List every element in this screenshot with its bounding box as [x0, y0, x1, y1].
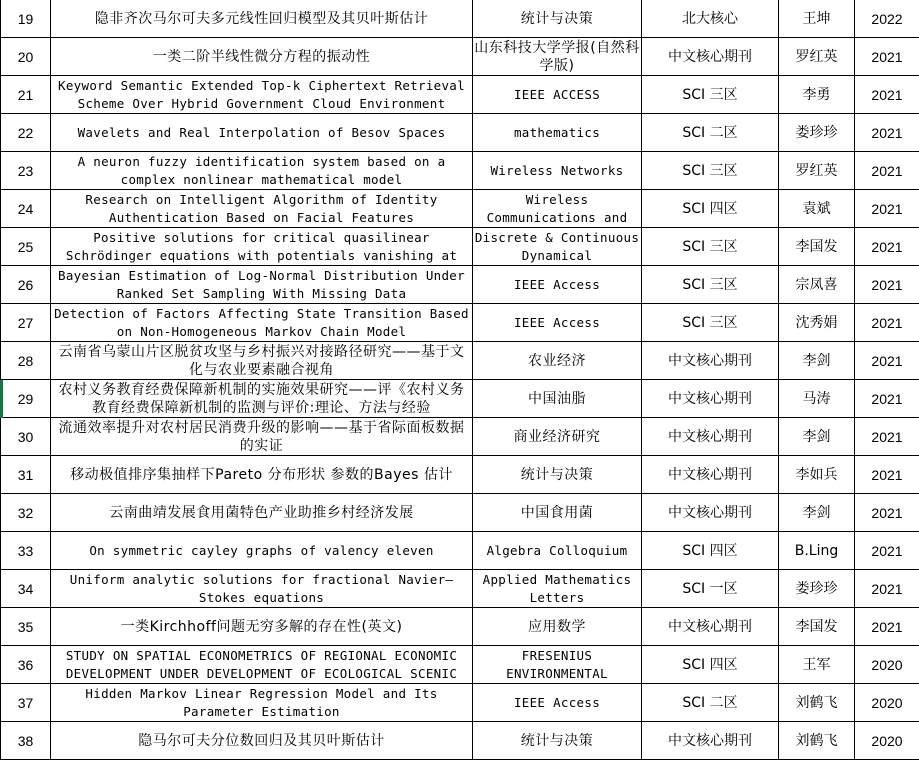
cell-index-level[interactable]	[642, 0, 779, 38]
cell-author-text: 娄珍珍	[795, 124, 838, 141]
cell-number-text: 21	[17, 86, 34, 103]
cell-title[interactable]	[51, 608, 473, 646]
cell-year-text: 2021	[871, 200, 903, 217]
cell-journal-text: Wireless Communications and	[486, 191, 628, 225]
cell-title-text: 移动极值排序集抽样下Pareto 分布形状 参数的Bayes 估计	[70, 466, 453, 483]
cell-journal[interactable]	[473, 266, 642, 304]
table-row	[1, 532, 919, 570]
cell-number-text: 33	[17, 542, 34, 559]
cell-title[interactable]	[51, 418, 473, 456]
cell-author-text: 袁斌	[802, 200, 831, 217]
cell-journal-text: IEEE ACCESS	[513, 86, 601, 102]
cell-number[interactable]	[1, 570, 51, 608]
cell-title[interactable]	[51, 570, 473, 608]
cell-year[interactable]	[855, 152, 919, 190]
cell-title[interactable]	[51, 380, 473, 418]
cell-journal[interactable]	[473, 76, 642, 114]
cell-index-level[interactable]	[642, 342, 779, 380]
cell-number-text: 37	[17, 694, 34, 711]
cell-journal-text: Algebra Colloquium	[486, 542, 628, 558]
cell-title-text: On symmetric cayley graphs of valency eleven	[89, 542, 434, 558]
table-row	[1, 114, 919, 152]
cell-year[interactable]	[855, 608, 919, 646]
cell-index-level[interactable]	[642, 532, 779, 570]
table-row	[1, 304, 919, 342]
cell-author[interactable]	[779, 684, 855, 722]
cell-index-level-text: SCI 四区	[682, 542, 738, 559]
cell-journal-text: 商业经济研究	[513, 428, 601, 445]
cell-number[interactable]	[1, 114, 51, 152]
cell-index-level[interactable]	[642, 38, 779, 76]
cell-title-text: Keyword Semantic Extended Top-k Ciphertext Retrieval Scheme Over Hybrid Government Cloud Environment	[58, 77, 465, 111]
cell-author[interactable]	[779, 38, 855, 76]
table-row	[1, 494, 919, 532]
cell-number[interactable]	[1, 608, 51, 646]
table-row	[1, 456, 919, 494]
cell-index-level[interactable]	[642, 76, 779, 114]
cell-author-text: 李剑	[802, 352, 831, 369]
table-row	[1, 418, 919, 456]
cell-index-level-text: SCI 二区	[682, 124, 738, 141]
cell-year-text: 2021	[871, 542, 903, 559]
cell-index-level-text: SCI 四区	[682, 200, 738, 217]
cell-author[interactable]	[779, 532, 855, 570]
cell-number[interactable]	[1, 152, 51, 190]
cell-title[interactable]	[51, 532, 473, 570]
cell-year[interactable]	[855, 342, 919, 380]
cell-author-text: 罗红英	[795, 48, 838, 65]
cell-author[interactable]	[779, 228, 855, 266]
table-row	[1, 646, 919, 684]
cell-title-text: 云南曲靖发展食用菌特色产业助推乡村经济发展	[109, 504, 414, 521]
cell-author-text: B.Ling	[794, 542, 839, 559]
cell-year[interactable]	[855, 0, 919, 38]
cell-author[interactable]	[779, 114, 855, 152]
cell-journal-text: 应用数学	[528, 618, 586, 635]
cell-index-level[interactable]	[642, 380, 779, 418]
cell-year[interactable]	[855, 684, 919, 722]
cell-author[interactable]	[779, 342, 855, 380]
cell-journal-text: FRESENIUS ENVIRONMENTAL	[506, 647, 608, 681]
cell-journal[interactable]	[473, 418, 642, 456]
table-row	[1, 38, 919, 76]
cell-year[interactable]	[855, 266, 919, 304]
cell-number-text: 26	[17, 276, 34, 293]
cell-year[interactable]	[855, 190, 919, 228]
cell-number-text: 38	[17, 732, 34, 749]
cell-year-text: 2020	[871, 656, 903, 673]
cell-journal[interactable]	[473, 684, 642, 722]
cell-number[interactable]	[1, 380, 51, 418]
cell-author-text: 王坤	[802, 10, 831, 27]
cell-number-text: 28	[17, 352, 34, 369]
cell-title[interactable]	[51, 0, 473, 38]
cell-author[interactable]	[779, 380, 855, 418]
cell-year[interactable]	[855, 456, 919, 494]
cell-title-text: A neuron fuzzy identification system based on a complex nonlinear mathematical model	[77, 153, 446, 187]
cell-number[interactable]	[1, 342, 51, 380]
cell-journal[interactable]	[473, 304, 642, 342]
cell-year-text: 2021	[871, 428, 903, 445]
cell-index-level-text: 中文核心期刊	[668, 618, 752, 635]
cell-year[interactable]	[855, 380, 919, 418]
cell-title[interactable]	[51, 76, 473, 114]
table-row	[1, 342, 919, 380]
cell-year-text: 2021	[871, 504, 903, 521]
cell-index-level[interactable]	[642, 646, 779, 684]
table-row	[1, 0, 919, 38]
cell-index-level[interactable]	[642, 456, 779, 494]
cell-index-level-text: 中文核心期刊	[668, 466, 752, 483]
cell-year[interactable]	[855, 722, 919, 760]
cell-journal[interactable]	[473, 38, 642, 76]
cell-year-text: 2021	[871, 124, 903, 141]
cell-title[interactable]	[51, 38, 473, 76]
cell-journal[interactable]	[473, 532, 642, 570]
cell-number-text: 25	[17, 238, 34, 255]
cell-journal-text: Discrete & Continuous Dynamical	[474, 229, 640, 263]
cell-index-level[interactable]	[642, 608, 779, 646]
cell-year-text: 2021	[871, 390, 903, 407]
cell-title[interactable]	[51, 342, 473, 380]
cell-author[interactable]	[779, 418, 855, 456]
cell-title-text: Wavelets and Real Interpolation of Besov Spaces	[77, 124, 446, 140]
cell-number[interactable]	[1, 0, 51, 38]
cell-number[interactable]	[1, 684, 51, 722]
cell-title-text: Research on Intelligent Algorithm of Identity Authentication Based on Facial Features	[85, 191, 438, 225]
cell-journal-text: IEEE Access	[513, 314, 601, 330]
cell-number-text: 35	[17, 618, 34, 635]
cell-author[interactable]	[779, 494, 855, 532]
cell-number[interactable]	[1, 76, 51, 114]
cell-year-text: 2020	[871, 694, 903, 711]
cell-journal-text: IEEE Access	[513, 694, 601, 710]
cell-year-text: 2021	[871, 466, 903, 483]
cell-number[interactable]	[1, 456, 51, 494]
cell-index-level[interactable]	[642, 152, 779, 190]
cell-index-level-text: SCI 三区	[682, 314, 738, 331]
cell-index-level-text: 中文核心期刊	[668, 48, 752, 65]
cell-number-text: 34	[17, 580, 34, 597]
table-row	[1, 722, 919, 760]
cell-number-text: 22	[17, 124, 34, 141]
cell-journal[interactable]	[473, 152, 642, 190]
cell-journal-text: IEEE Access	[513, 276, 601, 292]
cell-number-text: 32	[17, 504, 34, 521]
cell-index-level-text: SCI 二区	[682, 694, 738, 711]
cell-title-text: Detection of Factors Affecting State Transition Based on Non-Homogeneous Markov Chain Model	[54, 305, 469, 339]
cell-author[interactable]	[779, 266, 855, 304]
cell-index-level-text: 中文核心期刊	[668, 428, 752, 445]
cell-title[interactable]	[51, 456, 473, 494]
cell-number[interactable]	[1, 722, 51, 760]
cell-index-level-text: 中文核心期刊	[668, 352, 752, 369]
cell-year[interactable]	[855, 38, 919, 76]
cell-journal-text: Applied Mathematics Letters	[482, 571, 632, 605]
cell-title[interactable]	[51, 114, 473, 152]
cell-year[interactable]	[855, 114, 919, 152]
cell-author[interactable]	[779, 304, 855, 342]
cell-index-level[interactable]	[642, 304, 779, 342]
cell-author[interactable]	[779, 456, 855, 494]
cell-journal-text: 统计与决策	[520, 10, 594, 27]
cell-number-text: 23	[17, 162, 34, 179]
cell-author-text: 罗红英	[795, 162, 838, 179]
cell-year[interactable]	[855, 228, 919, 266]
row-selection-marker	[0, 380, 3, 418]
cell-author-text: 李如兵	[795, 466, 838, 483]
cell-title-text: 云南省乌蒙山片区脱贫攻坚与乡村振兴对接路径研究——基于文化与农业要素融合视角	[58, 343, 465, 378]
cell-index-level-text: 中文核心期刊	[668, 504, 752, 521]
cell-author-text: 刘鹤飞	[795, 694, 838, 711]
table-row	[1, 152, 919, 190]
cell-journal-text: 统计与决策	[520, 732, 594, 749]
cell-index-level-text: SCI 三区	[682, 86, 738, 103]
table-row	[1, 228, 919, 266]
cell-index-level-text: 中文核心期刊	[668, 732, 752, 749]
cell-index-level[interactable]	[642, 114, 779, 152]
cell-author[interactable]	[779, 190, 855, 228]
cell-journal-text: 统计与决策	[520, 466, 594, 483]
cell-title-text: Bayesian Estimation of Log-Normal Distribution Under Ranked Set Sampling With Missing Data	[58, 267, 465, 301]
cell-journal-text: 农业经济	[528, 352, 586, 369]
table-row	[1, 570, 919, 608]
cell-number-text: 19	[17, 10, 34, 27]
cell-journal[interactable]	[473, 0, 642, 38]
cell-author[interactable]	[779, 570, 855, 608]
cell-title[interactable]	[51, 684, 473, 722]
cell-number-text: 24	[17, 200, 34, 217]
cell-number-text: 27	[17, 314, 34, 331]
cell-journal[interactable]	[473, 190, 642, 228]
cell-index-level[interactable]	[642, 722, 779, 760]
cell-number-text: 29	[17, 390, 34, 407]
cell-author[interactable]	[779, 76, 855, 114]
cell-number[interactable]	[1, 532, 51, 570]
cell-index-level-text: 中文核心期刊	[668, 390, 752, 407]
cell-title-text: 隐马尔可夫分位数回归及其贝叶斯估计	[138, 732, 385, 749]
cell-author[interactable]	[779, 152, 855, 190]
cell-title-text: 一类Kirchhoff问题无穷多解的存在性(英文)	[120, 618, 403, 635]
cell-author[interactable]	[779, 0, 855, 38]
cell-year-text: 2021	[871, 238, 903, 255]
cell-index-level[interactable]	[642, 266, 779, 304]
cell-index-level[interactable]	[642, 190, 779, 228]
cell-number-text: 20	[17, 48, 34, 65]
cell-number[interactable]	[1, 418, 51, 456]
cell-year[interactable]	[855, 76, 919, 114]
cell-year-text: 2021	[871, 618, 903, 635]
cell-year[interactable]	[855, 418, 919, 456]
cell-index-level-text: SCI 三区	[682, 276, 738, 293]
cell-year-text: 2021	[871, 48, 903, 65]
cell-journal[interactable]	[473, 722, 642, 760]
cell-number[interactable]	[1, 304, 51, 342]
cell-author-text: 李剑	[802, 428, 831, 445]
cell-year[interactable]	[855, 646, 919, 684]
cell-index-level[interactable]	[642, 228, 779, 266]
cell-journal-text: 中国油脂	[528, 390, 586, 407]
cell-number-text: 36	[17, 656, 34, 673]
cell-title-text: STUDY ON SPATIAL ECONOMETRICS OF REGIONAL ECONOMIC DEVELOPMENT UNDER DEVELOPMENT OF ECOLOGICAL SCENIC	[65, 647, 458, 681]
cell-title[interactable]	[51, 646, 473, 684]
cell-title[interactable]	[51, 266, 473, 304]
cell-title[interactable]	[51, 190, 473, 228]
cell-journal[interactable]	[473, 380, 642, 418]
cell-author-text: 李勇	[802, 86, 831, 103]
cell-number[interactable]	[1, 190, 51, 228]
cell-title[interactable]	[51, 228, 473, 266]
cell-year[interactable]	[855, 532, 919, 570]
cell-title-text: Uniform analytic solutions for fractional Navier–Stokes equations	[69, 571, 454, 605]
cell-journal[interactable]	[473, 114, 642, 152]
cell-journal[interactable]	[473, 570, 642, 608]
cell-title-text: 一类二阶半线性微分方程的振动性	[152, 48, 371, 65]
cell-title-text: 流通效率提升对农村居民消费升级的影响——基于省际面板数据的实证	[58, 419, 465, 454]
cell-year-text: 2021	[871, 86, 903, 103]
table-row	[1, 380, 919, 418]
cell-index-level[interactable]	[642, 570, 779, 608]
cell-author-text: 李国发	[795, 618, 838, 635]
cell-index-level-text: SCI 一区	[682, 580, 738, 597]
cell-index-level-text: SCI 三区	[682, 162, 738, 179]
cell-title-text: 隐非齐次马尔可夫多元线性回归模型及其贝叶斯估计	[94, 10, 429, 27]
cell-index-level[interactable]	[642, 684, 779, 722]
cell-author-text: 宗凤喜	[795, 276, 838, 293]
cell-number[interactable]	[1, 494, 51, 532]
cell-title-text: Hidden Markov Linear Regression Model and Its Parameter Estimation	[85, 685, 438, 719]
cell-year-text: 2021	[871, 580, 903, 597]
cell-title[interactable]	[51, 152, 473, 190]
cell-index-level-text: SCI 三区	[682, 238, 738, 255]
cell-number-text: 30	[17, 428, 34, 445]
cell-number-text: 31	[17, 466, 34, 483]
cell-year[interactable]	[855, 494, 919, 532]
cell-title[interactable]	[51, 722, 473, 760]
cell-journal-text: Wireless Networks	[490, 162, 624, 178]
cell-journal[interactable]	[473, 646, 642, 684]
table-row	[1, 266, 919, 304]
table-row	[1, 684, 919, 722]
cell-number[interactable]	[1, 646, 51, 684]
cell-year-text: 2021	[871, 314, 903, 331]
cell-journal-text: mathematics	[513, 124, 601, 140]
cell-index-level-text: 北大核心	[682, 10, 738, 27]
cell-index-level[interactable]	[642, 418, 779, 456]
cell-author-text: 李剑	[802, 504, 831, 521]
cell-year-text: 2022	[871, 10, 903, 27]
cell-author-text: 刘鹤飞	[795, 732, 838, 749]
cell-index-level-text: SCI 四区	[682, 656, 738, 673]
cell-author-text: 王军	[802, 656, 831, 673]
cell-author-text: 娄珍珍	[795, 580, 838, 597]
table-row	[1, 190, 919, 228]
cell-index-level[interactable]	[642, 494, 779, 532]
cell-journal-text: 中国食用菌	[520, 504, 594, 521]
table-row	[1, 76, 919, 114]
cell-year-text: 2021	[871, 162, 903, 179]
cell-author[interactable]	[779, 646, 855, 684]
cell-journal[interactable]	[473, 494, 642, 532]
table-row	[1, 608, 919, 646]
cell-author[interactable]	[779, 722, 855, 760]
cell-author-text: 马涛	[802, 390, 831, 407]
cell-number[interactable]	[1, 266, 51, 304]
cell-author-text: 李国发	[795, 238, 838, 255]
cell-number[interactable]	[1, 228, 51, 266]
cell-author-text: 沈秀娟	[795, 314, 838, 331]
cell-year-text: 2021	[871, 352, 903, 369]
cell-title-text: 农村义务教育经费保障新机制的实施效果研究——评《农村义务教育经费保障新机制的监测与评价:理论、方法与经验	[58, 381, 465, 416]
cell-journal[interactable]	[473, 456, 642, 494]
cell-author[interactable]	[779, 608, 855, 646]
cell-title-text: Positive solutions for critical quasilinear Schrödinger equations with potentials vanishing at	[65, 229, 458, 263]
cell-title[interactable]	[51, 304, 473, 342]
cell-title[interactable]	[51, 494, 473, 532]
cell-journal-text: 山东科技大学学报(自然科学版)	[474, 39, 640, 74]
cell-number[interactable]	[1, 38, 51, 76]
cell-year-text: 2020	[871, 732, 903, 749]
cell-year-text: 2021	[871, 276, 903, 293]
cell-journal[interactable]	[473, 228, 642, 266]
cell-year[interactable]	[855, 570, 919, 608]
cell-journal[interactable]	[473, 608, 642, 646]
cell-journal[interactable]	[473, 342, 642, 380]
cell-year[interactable]	[855, 304, 919, 342]
